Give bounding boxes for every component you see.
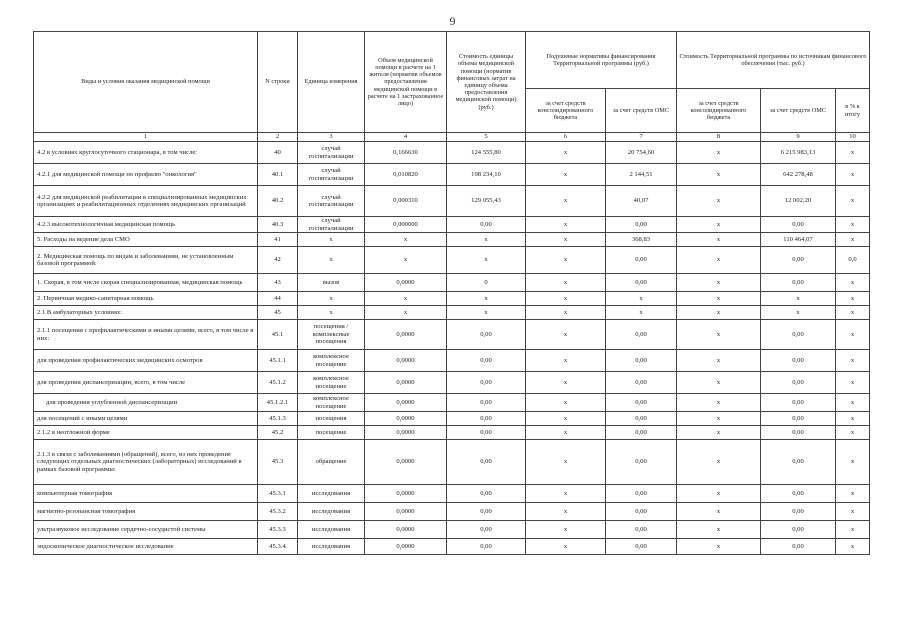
column-index: 8 (677, 133, 761, 142)
cell-volume: x (365, 233, 447, 247)
cell-percent: x (836, 503, 870, 521)
cell-norm-budget: x (526, 320, 606, 350)
table-row (34, 186, 870, 217)
cell-cost-oms: 0,00 (761, 503, 836, 521)
cell-percent: x (836, 394, 870, 412)
cell-unit-cost: 0,00 (447, 440, 526, 485)
cell-volume: 0,0000 (365, 394, 447, 412)
header-percent-total: в % к итогу (836, 89, 870, 133)
cell-norm-budget: x (526, 292, 606, 306)
cell-kind: 2. Первичная медико-санитарная помощь (34, 292, 258, 306)
cell-norm-budget: x (526, 412, 606, 426)
cell-cost-budget: x (677, 426, 761, 440)
cell-line-number: 40.2 (258, 186, 298, 217)
table-row (34, 521, 870, 539)
header-cost-oms: за счет средств ОМС (761, 89, 836, 133)
cell-volume: 0,0000 (365, 274, 447, 292)
table-row (34, 412, 870, 426)
cell-unit: вызов (298, 274, 365, 292)
table-row (34, 142, 870, 164)
cell-cost-budget: x (677, 306, 761, 320)
tariff-table (33, 31, 870, 555)
cell-cost-budget: x (677, 372, 761, 394)
cell-unit: посещение (298, 426, 365, 440)
cell-cost-budget: x (677, 164, 761, 186)
cell-norm-budget: x (526, 372, 606, 394)
cell-norm-oms: x (606, 292, 677, 306)
cell-cost-budget: x (677, 539, 761, 555)
cell-cost-oms: 0,00 (761, 485, 836, 503)
cell-line-number: 40.1 (258, 164, 298, 186)
cell-line-number: 45.1.2 (258, 372, 298, 394)
cell-cost-oms: 0,00 (761, 440, 836, 485)
cell-unit: x (298, 233, 365, 247)
cell-unit-cost: 0,00 (447, 412, 526, 426)
cell-cost-budget: x (677, 247, 761, 274)
table-row (34, 485, 870, 503)
cell-norm-budget: x (526, 350, 606, 372)
cell-norm-oms: x (606, 306, 677, 320)
cell-percent: x (836, 233, 870, 247)
table-row (34, 306, 870, 320)
cell-unit-cost: x (447, 233, 526, 247)
cell-percent: x (836, 350, 870, 372)
cell-percent: x (836, 164, 870, 186)
cell-cost-budget: x (677, 485, 761, 503)
cell-cost-budget: x (677, 394, 761, 412)
cell-line-number: 45.3.2 (258, 503, 298, 521)
cell-line-number: 45.3.4 (258, 539, 298, 555)
table-row (34, 233, 870, 247)
cell-unit-cost: 124 555,80 (447, 142, 526, 164)
table-body (34, 142, 870, 555)
cell-norm-budget: x (526, 164, 606, 186)
cell-volume: 0,166630 (365, 142, 447, 164)
cell-unit: исследования (298, 539, 365, 555)
cell-kind: 2.1.3 в связи с заболеваниями (обращений), всего, из них проведение следующих отдельных диагностических (лабораторных) исследований в рамках базовой программы: (34, 440, 258, 485)
cell-volume: 0,0000 (365, 503, 447, 521)
cell-cost-oms: 0,00 (761, 274, 836, 292)
cell-line-number: 43 (258, 274, 298, 292)
cell-cost-oms: 0,00 (761, 217, 836, 233)
cell-kind: компьютерная томография (34, 485, 258, 503)
cell-unit: случай госпитализации (298, 142, 365, 164)
cell-cost-oms: 0,00 (761, 372, 836, 394)
cell-unit: посещения / комплексные посещения (298, 320, 365, 350)
table-row (34, 274, 870, 292)
cell-line-number: 40.3 (258, 217, 298, 233)
cell-percent: x (836, 186, 870, 217)
cell-norm-oms: 0,00 (606, 440, 677, 485)
cell-cost-budget: x (677, 440, 761, 485)
cell-norm-oms: 0,00 (606, 412, 677, 426)
cell-norm-oms: 0,00 (606, 503, 677, 521)
header-line-number: N строки (258, 32, 298, 133)
cell-unit: комплексное посещение (298, 350, 365, 372)
cell-norm-budget: x (526, 426, 606, 440)
cell-line-number: 45.1 (258, 320, 298, 350)
cell-cost-budget: x (677, 217, 761, 233)
cell-cost-budget: x (677, 274, 761, 292)
cell-percent: x (836, 306, 870, 320)
cell-line-number: 41 (258, 233, 298, 247)
column-index: 5 (447, 133, 526, 142)
cell-percent: x (836, 320, 870, 350)
header-kinds-conditions: Виды и условия оказания медицинской помощи (34, 32, 258, 133)
cell-volume: x (365, 292, 447, 306)
cell-cost-oms: x (761, 306, 836, 320)
cell-norm-budget: x (526, 521, 606, 539)
column-index: 4 (365, 133, 447, 142)
cell-kind: 2.1.1 посещения с профилактическими и иными целями, всего, в том числе в них: (34, 320, 258, 350)
cell-line-number: 45.1.3 (258, 412, 298, 426)
cell-cost-budget: x (677, 521, 761, 539)
cell-norm-oms: 0,00 (606, 247, 677, 274)
cell-kind: 4.2.3 высокотехнологичная медицинская помощь (34, 217, 258, 233)
cell-percent: x (836, 372, 870, 394)
cell-percent: x (836, 412, 870, 426)
cell-percent: 0,0 (836, 247, 870, 274)
table-row (34, 164, 870, 186)
table-row (34, 372, 870, 394)
cell-unit-cost: 0,00 (447, 503, 526, 521)
cell-cost-oms: 0,00 (761, 426, 836, 440)
cell-percent: x (836, 440, 870, 485)
page-number: 9 (449, 14, 456, 28)
cell-kind: для проведения углубленной диспансеризации (34, 394, 258, 412)
cell-percent: x (836, 142, 870, 164)
cell-norm-budget: x (526, 503, 606, 521)
cell-cost-budget: x (677, 320, 761, 350)
cell-cost-budget: x (677, 503, 761, 521)
cell-percent: x (836, 485, 870, 503)
cell-kind: 4.2.1 для медицинской помощи по профилю "онкология" (34, 164, 258, 186)
cell-line-number: 45.3.1 (258, 485, 298, 503)
cell-unit-cost: x (447, 247, 526, 274)
cell-cost-budget: x (677, 350, 761, 372)
cell-kind: для посещений с иными целями (34, 412, 258, 426)
cell-unit: комплексное посещение (298, 372, 365, 394)
cell-volume: 0,0000 (365, 521, 447, 539)
header-norm-oms: за счет средств ОМС (606, 89, 677, 133)
cell-unit: исследования (298, 503, 365, 521)
cell-norm-oms: 0,00 (606, 217, 677, 233)
cell-cost-oms: 12 002,20 (761, 186, 836, 217)
cell-norm-budget: x (526, 274, 606, 292)
header-group-per-capita-norms: Подушевые нормативы финансирования Территориальной программы (руб.) (526, 32, 677, 89)
cell-volume: 0,0000 (365, 440, 447, 485)
cell-unit: случай госпитализации (298, 164, 365, 186)
cell-unit: x (298, 292, 365, 306)
cell-norm-oms: 40,07 (606, 186, 677, 217)
cell-kind: 5. Расходы на ведение дела СМО (34, 233, 258, 247)
cell-cost-oms: x (761, 292, 836, 306)
table-row (34, 320, 870, 350)
cell-cost-oms: 0,00 (761, 521, 836, 539)
cell-unit-cost: 0,00 (447, 217, 526, 233)
cell-unit-cost: 0,00 (447, 539, 526, 555)
table-row (34, 247, 870, 274)
cell-percent: x (836, 539, 870, 555)
cell-volume: 0,0000 (365, 485, 447, 503)
table-row (34, 217, 870, 233)
cell-norm-budget: x (526, 233, 606, 247)
cell-unit-cost: 0,00 (447, 320, 526, 350)
cell-norm-oms: 20 754,60 (606, 142, 677, 164)
cell-percent: x (836, 217, 870, 233)
table-row (34, 426, 870, 440)
header-volume-per-capita: Объем медицинской помощи в расчете на 1 жителя (норматив объемов предоставления медицинской помощи в расчете на 1 застрахованное лицо) (365, 32, 447, 133)
header-unit: Единица измерения (298, 32, 365, 133)
cell-unit-cost: x (447, 306, 526, 320)
cell-percent: x (836, 274, 870, 292)
cell-volume: 0,0000 (365, 350, 447, 372)
cell-volume: 0,010820 (365, 164, 447, 186)
cell-kind: 2.1.2 в неотложной форме (34, 426, 258, 440)
cell-norm-oms: 0,00 (606, 521, 677, 539)
cell-unit: случай госпитализации (298, 186, 365, 217)
cell-volume: 0,0000 (365, 320, 447, 350)
cell-cost-oms: 0,00 (761, 539, 836, 555)
cell-norm-budget: x (526, 142, 606, 164)
cell-cost-oms: 0,00 (761, 394, 836, 412)
column-index: 9 (761, 133, 836, 142)
table-row (34, 350, 870, 372)
cell-norm-oms: 368,83 (606, 233, 677, 247)
cell-cost-oms: 0,00 (761, 412, 836, 426)
cell-kind: 1. Скорая, в том числе скорая специализированная, медицинская помощь (34, 274, 258, 292)
cell-unit: посещения (298, 412, 365, 426)
cell-cost-oms: 110 464,07 (761, 233, 836, 247)
cell-line-number: 44 (258, 292, 298, 306)
cell-kind: для проведения профилактических медицинских осмотров (34, 350, 258, 372)
cell-unit: исследования (298, 521, 365, 539)
cell-volume: 0,000000 (365, 217, 447, 233)
cell-line-number: 40 (258, 142, 298, 164)
cell-volume: x (365, 306, 447, 320)
cell-unit-cost: 0 (447, 274, 526, 292)
cell-unit: x (298, 247, 365, 274)
header-unit-cost: Стоимость единицы объема медицинской помощи (норматив финансовых затрат на единицу объема предоставления медицинской помощи) (руб.) (447, 32, 526, 133)
cell-norm-oms: 0,00 (606, 350, 677, 372)
cell-volume: 0,0000 (365, 539, 447, 555)
cell-unit-cost: 198 234,10 (447, 164, 526, 186)
cell-line-number: 45.1.1 (258, 350, 298, 372)
cell-norm-oms: 0,00 (606, 539, 677, 555)
cell-cost-budget: x (677, 142, 761, 164)
cell-norm-budget: x (526, 217, 606, 233)
cell-cost-budget: x (677, 233, 761, 247)
cell-kind: магнитно-резонансная томография (34, 503, 258, 521)
cell-norm-budget: x (526, 186, 606, 217)
cell-unit: обращение (298, 440, 365, 485)
column-index: 6 (526, 133, 606, 142)
cell-norm-budget: x (526, 394, 606, 412)
table-row (34, 503, 870, 521)
cell-line-number: 42 (258, 247, 298, 274)
cell-kind: 4.2 в условиях круглосуточного стационара, в том числе: (34, 142, 258, 164)
column-index: 1 (34, 133, 258, 142)
cell-unit-cost: 0,00 (447, 426, 526, 440)
cell-kind: для проведения диспансеризации, всего, в том числе (34, 372, 258, 394)
cell-percent: x (836, 292, 870, 306)
column-index: 7 (606, 133, 677, 142)
header-norm-budget: за счет средств консолидированного бюджета (526, 89, 606, 133)
header-cost-budget: за счет средств консолидированного бюджета (677, 89, 761, 133)
cell-norm-budget: x (526, 247, 606, 274)
cell-unit: x (298, 306, 365, 320)
cell-cost-budget: x (677, 292, 761, 306)
cell-unit-cost: 129 055,43 (447, 186, 526, 217)
cell-norm-oms: 0,00 (606, 426, 677, 440)
cell-norm-oms: 2 144,51 (606, 164, 677, 186)
cell-volume: 0,0000 (365, 372, 447, 394)
cell-line-number: 45.3.3 (258, 521, 298, 539)
cell-norm-budget: x (526, 485, 606, 503)
table-row (34, 539, 870, 555)
cell-line-number: 45.3 (258, 440, 298, 485)
cell-volume: 0,0000 (365, 412, 447, 426)
cell-norm-oms: 0,00 (606, 372, 677, 394)
cell-unit-cost: x (447, 292, 526, 306)
cell-kind: 2. Медицинская помощь по видам и заболеваниям, не установленным базовой программой: (34, 247, 258, 274)
cell-percent: x (836, 521, 870, 539)
cell-cost-oms: 0,00 (761, 320, 836, 350)
cell-cost-oms: 642 278,48 (761, 164, 836, 186)
cell-norm-oms: 0,00 (606, 394, 677, 412)
cell-volume: 0,000310 (365, 186, 447, 217)
cell-cost-oms: 0,00 (761, 350, 836, 372)
cell-unit-cost: 0,00 (447, 394, 526, 412)
cell-unit-cost: 0,00 (447, 485, 526, 503)
cell-norm-budget: x (526, 440, 606, 485)
cell-norm-oms: 0,00 (606, 320, 677, 350)
table-row (34, 394, 870, 412)
header-group-program-cost: Стоимость Территориальной программы по источникам финансового обеспечения (тыс. руб.) (677, 32, 870, 89)
cell-volume: 0,0000 (365, 426, 447, 440)
cell-cost-budget: x (677, 412, 761, 426)
cell-unit: случай госпитализации (298, 217, 365, 233)
cell-percent: x (836, 426, 870, 440)
table-row (34, 292, 870, 306)
cell-volume: x (365, 247, 447, 274)
cell-line-number: 45 (258, 306, 298, 320)
cell-norm-budget: x (526, 306, 606, 320)
cell-unit-cost: 0,00 (447, 372, 526, 394)
cell-kind: 4.2.2 для медицинской реабилитации в специализированных медицинских организациях и реабилитационных отделениях медицинских организаций (34, 186, 258, 217)
cell-norm-oms: 0,00 (606, 485, 677, 503)
cell-kind: эндоскопическое диагностическое исследование (34, 539, 258, 555)
cell-cost-oms: 0,00 (761, 247, 836, 274)
cell-kind: 2.1 В амбулаторных условиях: (34, 306, 258, 320)
cell-kind: ультразвуковое исследование сердечно-сосудистой системы (34, 521, 258, 539)
column-index: 2 (258, 133, 298, 142)
cell-unit-cost: 0,00 (447, 521, 526, 539)
cell-unit: комплексное посещение (298, 394, 365, 412)
cell-norm-oms: 0,00 (606, 274, 677, 292)
cell-line-number: 45.2 (258, 426, 298, 440)
cell-norm-budget: x (526, 539, 606, 555)
table-row (34, 440, 870, 485)
cell-line-number: 45.1.2.1 (258, 394, 298, 412)
cell-unit: исследования (298, 485, 365, 503)
column-index: 10 (836, 133, 870, 142)
cell-cost-budget: x (677, 186, 761, 217)
cell-unit-cost: 0,00 (447, 350, 526, 372)
cell-cost-oms: 6 215 983,13 (761, 142, 836, 164)
column-index: 3 (298, 133, 365, 142)
